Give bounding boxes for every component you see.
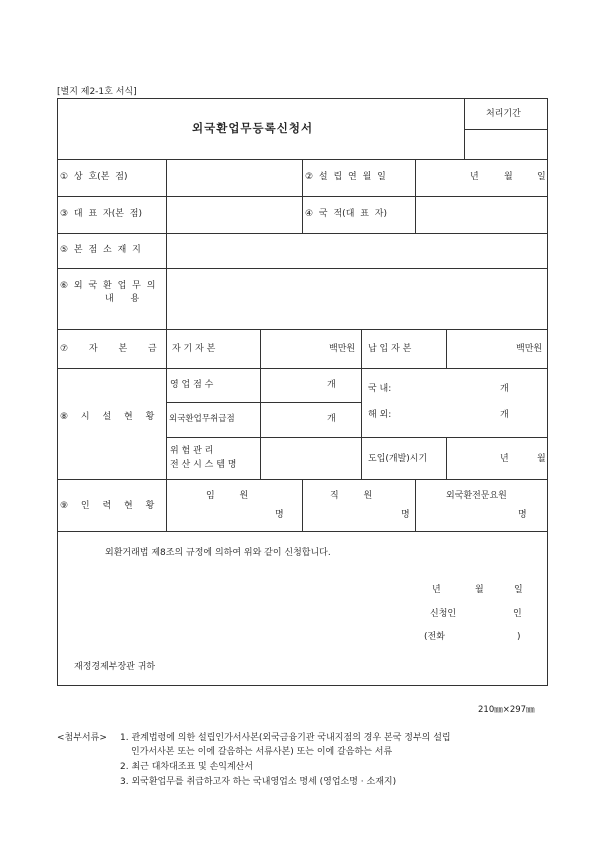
overseas-unit: 개: [500, 410, 509, 420]
phone-field[interactable]: [456, 628, 511, 646]
paid-in-capital-label: 납 입 자 본: [368, 344, 412, 354]
phone-close: ): [517, 632, 521, 642]
fx-experts-label: 외국환전문요원: [446, 491, 507, 501]
applicant-label: 신청인: [430, 609, 457, 619]
head-office-field[interactable]: [167, 234, 547, 268]
head-office-label: ⑤ 본 점 소 재 지: [60, 245, 141, 255]
business-content-field[interactable]: [167, 269, 547, 329]
attachment-item-3: 3. 외국환업무를 취급하고자 하는 국내영업소 명세 (영업소명 · 소재지): [120, 777, 397, 787]
risk-system-label: 위 험 관 리: [170, 446, 214, 456]
established-month-unit: 월: [504, 172, 513, 182]
branches-field[interactable]: [261, 369, 361, 402]
overseas-label: 해 외:: [368, 410, 392, 420]
fx-branches-label: 외국환업무취급점: [169, 414, 235, 424]
overseas-field[interactable]: [440, 406, 540, 422]
declaration-text: 외환거래법 제8조의 규정에 의하여 위와 같이 신청합니다.: [105, 548, 331, 558]
branches-label: 영 업 점 수: [170, 380, 214, 390]
established-date-label: ② 설 립 연 월 일: [305, 172, 386, 182]
established-year-unit: 년: [470, 172, 479, 182]
attachments-label: <첨부서류>: [57, 733, 107, 743]
business-content-label: ⑥ 외 국 환 업 무 의: [60, 281, 156, 291]
executives-field[interactable]: [167, 480, 302, 531]
attachment-item-2: 2. 최근 대차대조표 및 손익계산서: [120, 762, 254, 772]
staff-unit: 명: [401, 510, 410, 520]
executives-label: 임 원: [206, 491, 249, 501]
domestic-field[interactable]: [440, 380, 540, 396]
established-day-unit: 일: [537, 172, 546, 182]
processing-period-field[interactable]: [465, 130, 547, 159]
fx-branches-unit: 개: [327, 414, 336, 424]
seal-label: 인: [513, 609, 522, 619]
nationality-field[interactable]: [416, 197, 547, 233]
form-label: [별지 제2-1호 서식]: [57, 87, 137, 97]
addressee: 재정경제부장관 귀하: [74, 662, 156, 672]
fx-experts-field[interactable]: [416, 480, 547, 531]
own-capital-label: 자 기 자 본: [172, 344, 216, 354]
facilities-label: ⑧ 시 설 현 황: [60, 412, 155, 422]
own-capital-unit: 백만원: [329, 344, 356, 354]
staff-label: 직 원: [330, 491, 373, 501]
representative-label: ③ 대 표 자(본 점): [60, 209, 143, 219]
intro-date-field[interactable]: [447, 438, 547, 479]
intro-month-unit: 월: [537, 454, 546, 464]
applicant-field[interactable]: [465, 605, 510, 623]
nationality-label: ④ 국 적(대 표 자): [305, 209, 388, 219]
staff-field[interactable]: [303, 480, 415, 531]
attachment-item-1-cont: 인가서사본 또는 이에 갈음하는 서류사본) 또는 이에 갈음하는 서류: [131, 747, 393, 757]
executives-unit: 명: [275, 510, 284, 520]
processing-period-label: 처리기간: [486, 109, 521, 119]
branches-unit: 개: [327, 380, 336, 390]
business-content-label-2: 내 용: [105, 294, 140, 304]
risk-system-field[interactable]: [261, 438, 361, 479]
intro-year-unit: 년: [500, 454, 509, 464]
capital-label: ⑦ 자 본 금: [60, 344, 157, 354]
risk-system-label-2: 전 산 시 스 템 명: [170, 460, 237, 470]
representative-field[interactable]: [167, 197, 302, 233]
domestic-label: 국 내:: [368, 384, 392, 394]
domestic-unit: 개: [500, 384, 509, 394]
established-date-field[interactable]: [416, 160, 547, 196]
attachment-item-1: 1. 관계법령에 의한 설립인가서사본(외국금융기관 국내지점의 경우 본국 정부의 설립: [120, 733, 451, 743]
intro-date-label: 도입(개발)시기: [368, 454, 428, 464]
fx-branches-field[interactable]: [261, 403, 361, 437]
phone-open: (전화: [424, 632, 445, 642]
application-date-field[interactable]: [420, 580, 520, 598]
form-title: 외국환업무등록신청서: [192, 121, 314, 135]
date-year-unit: 년: [432, 585, 441, 595]
date-month-unit: 월: [475, 585, 484, 595]
paper-size: 210㎜×297㎜: [478, 705, 535, 715]
company-name-label: ① 상 호(본 점): [60, 172, 128, 182]
paid-in-capital-unit: 백만원: [516, 344, 543, 354]
personnel-label: ⑨ 인 력 현 황: [60, 501, 155, 511]
date-day-unit: 일: [514, 585, 523, 595]
company-name-field[interactable]: [167, 160, 302, 196]
fx-experts-unit: 명: [518, 510, 527, 520]
